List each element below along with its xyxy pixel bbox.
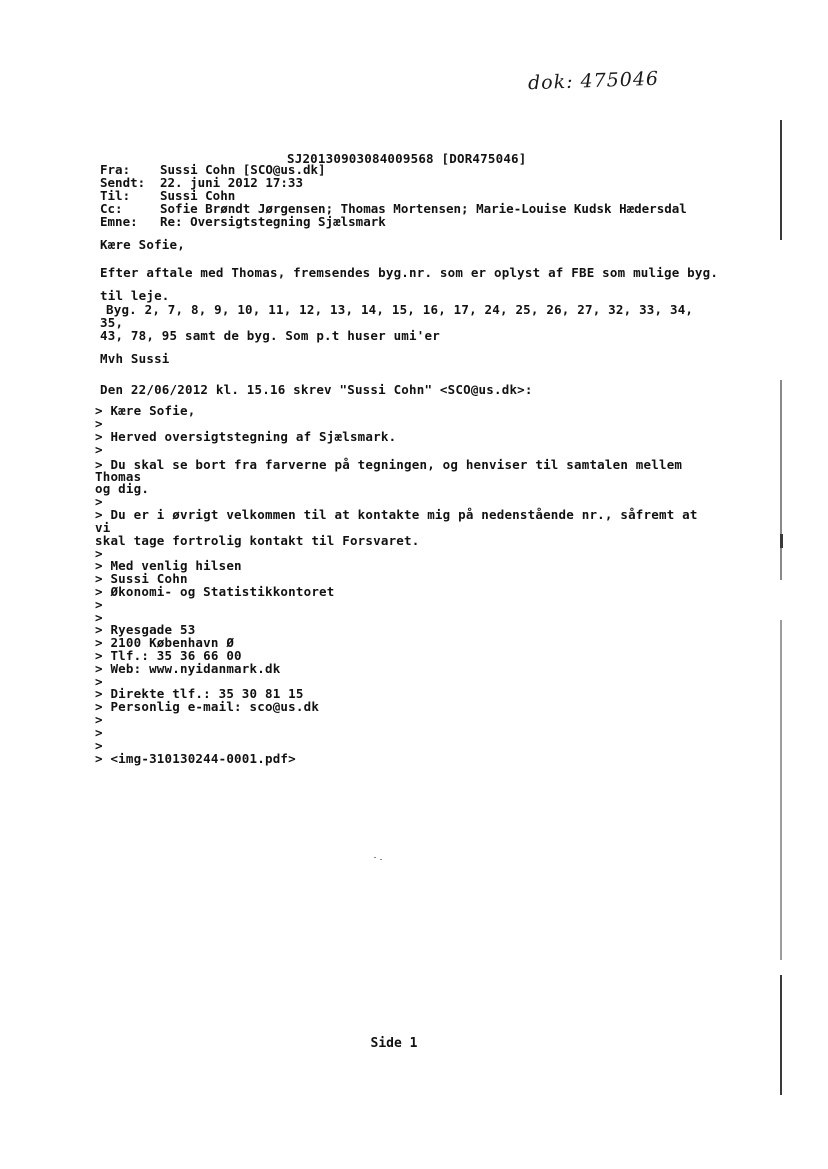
body-line-building-numbers: Byg. 2, 7, 8, 9, 10, 11, 12, 13, 14, 15, 16, 17, 24, 25, 26, 27, 32, 33, 34, [106,302,694,317]
quoted-line-attachment: > <img-310130244-0001.pdf> [95,751,296,766]
quoted-line: > Du er i øvrigt velkommen til at kontakte mig på nedenstående nr., såfremt at [95,507,698,522]
header-label-sent: Sendt: [100,175,146,190]
header-value-sent: 22. juni 2012 17:33 [160,175,303,190]
quoted-line: > Kære Sofie, [95,403,196,418]
quoted-line: og dig. [95,481,150,496]
quoted-line: skal tage fortrolig kontakt til Forsvaret. [95,533,420,548]
header-label-subject: Emne: [100,214,138,229]
quoted-line: > Direkte tlf.: 35 30 81 15 [95,686,304,701]
handwritten-document-number: dok: 475046 [527,67,660,95]
quoted-line: > [95,674,103,689]
document-id: SJ20130903084009568 [DOR475046] [287,151,527,166]
quoted-line: > Herved oversigtstegning af Sjælsmark. [95,429,397,444]
greeting: Kære Sofie, [100,237,185,252]
quoted-line: > [95,494,103,509]
quoted-line: > Web: www.nyidanmark.dk [95,661,281,676]
page-footer [0,1036,828,1051]
body-line: Efter aftale med Thomas, fremsendes byg.nr. som er oplyst af FBE som mulige byg. [100,265,719,280]
scan-speck [380,859,382,860]
quoted-line: > [95,416,103,431]
header-value-subject: Re: Oversigtstegning Sjælsmark [160,214,386,229]
body-line: 43, 78, 95 samt de byg. Som p.t huser umi'er [100,328,440,343]
header-value-from: Sussi Cohn [SCO@us.dk] [160,162,326,177]
header-value-cc: Sofie Brøndt Jørgensen; Thomas Mortensen; Marie-Louise Kudsk Hædersdal [160,201,687,216]
page-number-label: Side 1 [370,1036,418,1051]
header-label-cc: Cc: [100,201,123,216]
header-value-to: Sussi Cohn [160,188,236,203]
quoted-line: > [95,597,103,612]
quoted-line: > Personlig e-mail: sco@us.dk [95,699,320,714]
header-label-from: Fra: [100,162,131,177]
body-line: 35, [100,315,124,330]
quoted-line: > [95,712,103,727]
quoted-line: > Ryesgade 53 [95,622,196,637]
quoted-line: > Økonomi- og Statistikkontoret [95,584,335,599]
quoted-line: > [95,610,103,625]
quoted-line: > [95,738,103,753]
scan-edge-line [780,534,783,548]
quoted-line: > Tlf.: 35 36 66 00 [95,648,242,663]
quoted-line: > [95,725,103,740]
scan-speck [374,857,376,858]
header-label-to: Til: [100,188,131,203]
signoff: Mvh Sussi [100,351,170,366]
quoted-line: > 2100 København Ø [95,635,235,650]
quoted-line: > Sussi Cohn [95,571,188,586]
scan-edge-line [780,120,782,240]
quote-header: Den 22/06/2012 kl. 15.16 skrev "Sussi Cohn" <SCO@us.dk>: [100,382,533,397]
quoted-line: > Du skal se bort fra farverne på tegningen, og henviser til samtalen mellem [95,457,683,472]
quoted-line: vi [95,520,111,535]
quoted-line: > [95,442,103,457]
quoted-line: > [95,546,103,561]
quoted-line: Thomas [95,469,142,484]
scan-edge-line [780,380,782,580]
scan-edge-line [780,620,782,960]
quoted-line: > Med venlig hilsen [95,558,242,573]
scan-edge-line [780,975,782,1095]
body-line: til leje. [100,288,170,303]
